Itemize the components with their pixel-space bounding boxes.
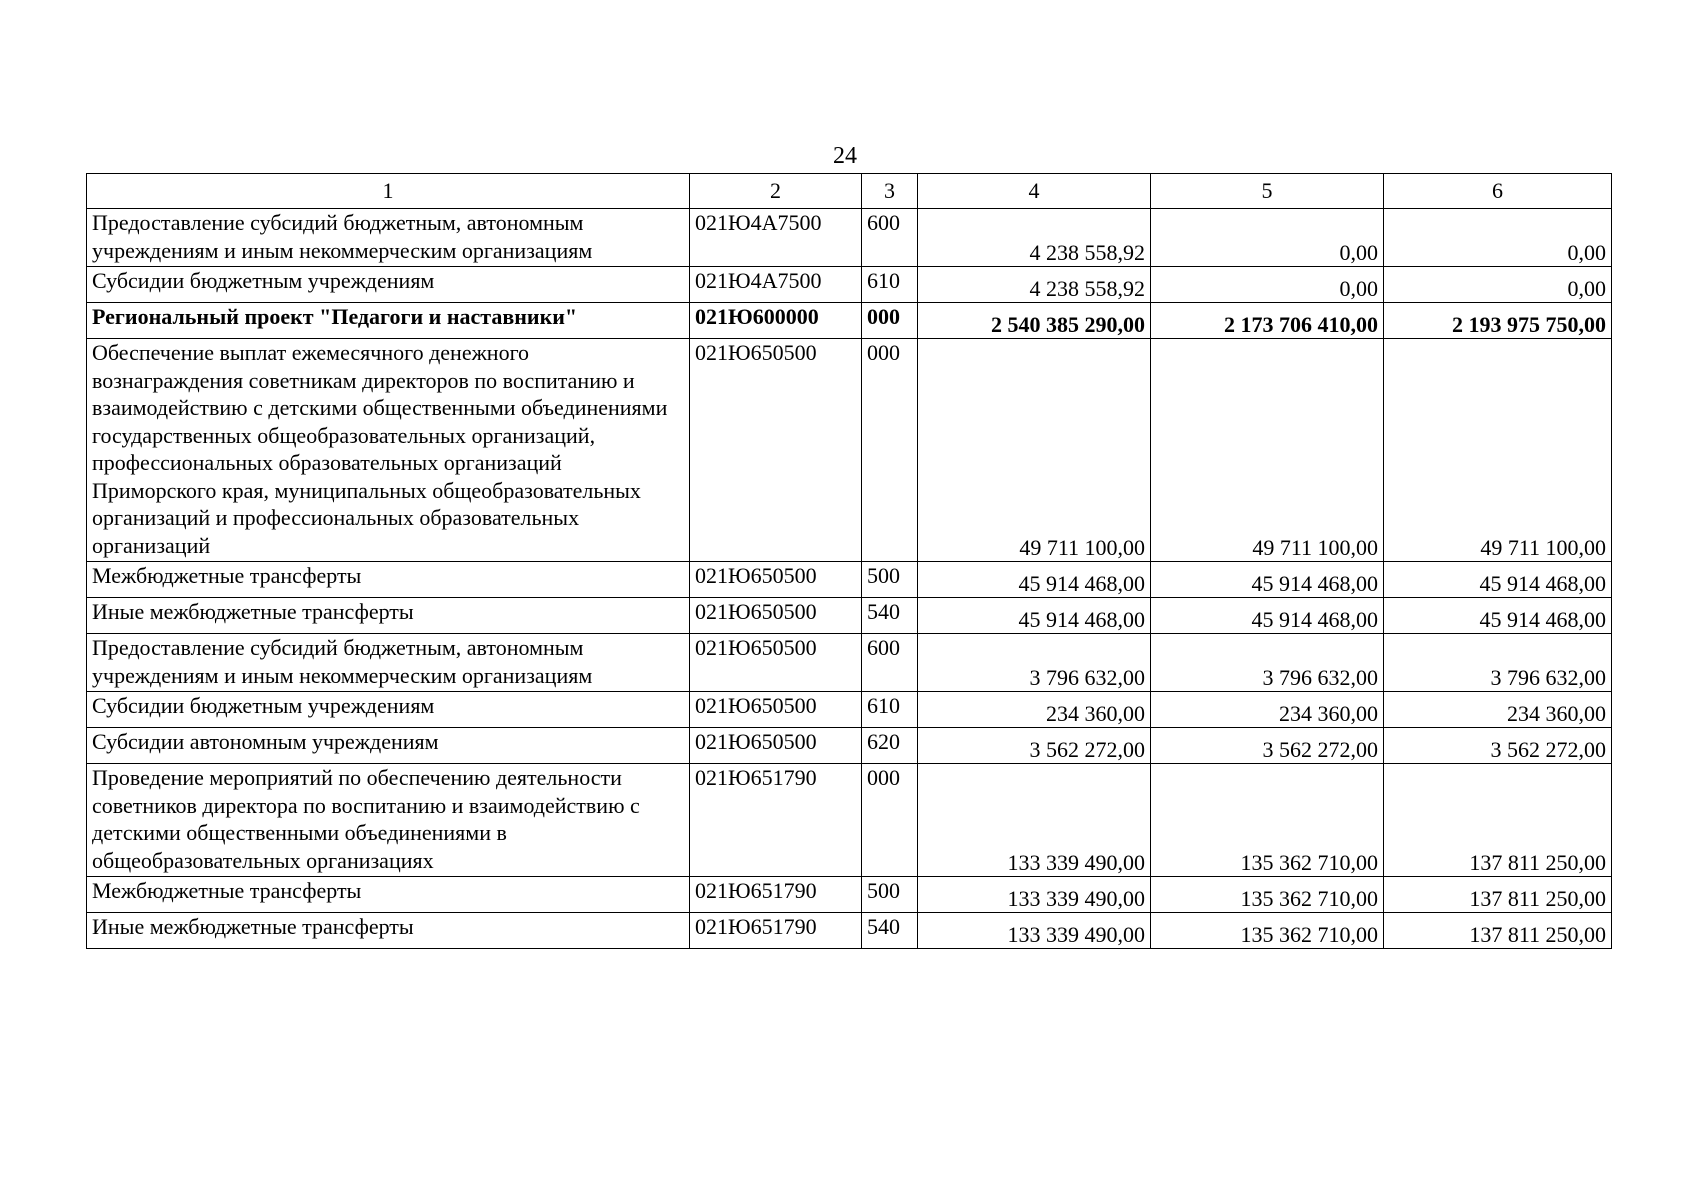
column-header-1: 1 — [87, 174, 690, 209]
row-name: Субсидии автономным учреждениям — [87, 728, 690, 764]
row-type: 000 — [862, 764, 918, 877]
row-amount-col5: 135 362 710,00 — [1151, 877, 1384, 913]
row-name: Субсидии бюджетным учреждениям — [87, 267, 690, 303]
row-amount-col5: 0,00 — [1151, 267, 1384, 303]
row-amount-col6: 0,00 — [1384, 209, 1612, 267]
row-amount-col5: 234 360,00 — [1151, 692, 1384, 728]
row-type: 540 — [862, 598, 918, 634]
row-amount-col5: 45 914 468,00 — [1151, 562, 1384, 598]
row-amount-col6: 3 796 632,00 — [1384, 634, 1612, 692]
row-name: Предоставление субсидий бюджетным, автономным учреждениям и иным некоммерческим организациям — [87, 209, 690, 267]
row-amount-col4: 4 238 558,92 — [918, 267, 1151, 303]
row-type: 000 — [862, 339, 918, 562]
table-row — [87, 339, 1612, 562]
row-amount-col4: 133 339 490,00 — [918, 913, 1151, 949]
row-name: Субсидии бюджетным учреждениям — [87, 692, 690, 728]
row-amount-col5: 135 362 710,00 — [1151, 913, 1384, 949]
row-code: 021Ю4А7500 — [690, 209, 862, 267]
row-code: 021Ю650500 — [690, 598, 862, 634]
row-name: Обеспечение выплат ежемесячного денежного вознаграждения советникам директоров по воспитанию и взаимодействию с детскими общественными объединениями государственных общеобразовательных организаций, профессиональных образовательных организаций Приморского края, муниципальных общеобразовательных организаций и профессиональных образовательных организаций — [87, 339, 690, 562]
page-number: 24 — [833, 143, 857, 169]
column-header-6: 6 — [1384, 174, 1612, 209]
row-name: Иные межбюджетные трансферты — [87, 913, 690, 949]
row-amount-col5: 45 914 468,00 — [1151, 598, 1384, 634]
row-amount-col6: 45 914 468,00 — [1384, 598, 1612, 634]
row-amount-col5: 2 173 706 410,00 — [1151, 303, 1384, 339]
row-code: 021Ю651790 — [690, 913, 862, 949]
row-type: 600 — [862, 209, 918, 267]
table-row — [87, 913, 1612, 949]
column-header-5: 5 — [1151, 174, 1384, 209]
row-type: 600 — [862, 634, 918, 692]
row-name: Региональный проект "Педагоги и наставники" — [87, 303, 690, 339]
row-amount-col5: 3 562 272,00 — [1151, 728, 1384, 764]
row-type: 610 — [862, 267, 918, 303]
row-code: 021Ю651790 — [690, 764, 862, 877]
row-amount-col4: 234 360,00 — [918, 692, 1151, 728]
table-row — [87, 267, 1612, 303]
row-code: 021Ю650500 — [690, 562, 862, 598]
row-type: 620 — [862, 728, 918, 764]
row-amount-col4: 3 562 272,00 — [918, 728, 1151, 764]
row-amount-col4: 49 711 100,00 — [918, 339, 1151, 562]
row-amount-col6: 0,00 — [1384, 267, 1612, 303]
row-name: Проведение мероприятий по обеспечению деятельности советников директора по воспитанию и взаимодействию с детскими общественными объединениями в общеобразовательных организациях — [87, 764, 690, 877]
column-header-3: 3 — [862, 174, 918, 209]
row-name: Межбюджетные трансферты — [87, 562, 690, 598]
row-type: 540 — [862, 913, 918, 949]
table-row — [87, 877, 1612, 913]
table-row — [87, 209, 1612, 267]
row-code: 021Ю650500 — [690, 634, 862, 692]
table-row — [87, 598, 1612, 634]
row-amount-col4: 4 238 558,92 — [918, 209, 1151, 267]
row-amount-col4: 133 339 490,00 — [918, 764, 1151, 877]
column-header-2: 2 — [690, 174, 862, 209]
row-code: 021Ю650500 — [690, 728, 862, 764]
row-type: 500 — [862, 877, 918, 913]
row-type: 000 — [862, 303, 918, 339]
row-type: 610 — [862, 692, 918, 728]
row-name: Межбюджетные трансферты — [87, 877, 690, 913]
row-amount-col6: 49 711 100,00 — [1384, 339, 1612, 562]
table-row — [87, 562, 1612, 598]
row-amount-col6: 45 914 468,00 — [1384, 562, 1612, 598]
row-amount-col6: 137 811 250,00 — [1384, 913, 1612, 949]
row-amount-col6: 137 811 250,00 — [1384, 764, 1612, 877]
row-amount-col6: 2 193 975 750,00 — [1384, 303, 1612, 339]
row-code: 021Ю651790 — [690, 877, 862, 913]
row-amount-col4: 133 339 490,00 — [918, 877, 1151, 913]
row-amount-col4: 2 540 385 290,00 — [918, 303, 1151, 339]
row-name: Предоставление субсидий бюджетным, автономным учреждениям и иным некоммерческим организациям — [87, 634, 690, 692]
row-name: Иные межбюджетные трансферты — [87, 598, 690, 634]
row-amount-col4: 45 914 468,00 — [918, 598, 1151, 634]
row-code: 021Ю650500 — [690, 339, 862, 562]
row-amount-col5: 135 362 710,00 — [1151, 764, 1384, 877]
table-row — [87, 764, 1612, 877]
row-amount-col4: 3 796 632,00 — [918, 634, 1151, 692]
table-row — [87, 728, 1612, 764]
row-amount-col5: 3 796 632,00 — [1151, 634, 1384, 692]
row-amount-col5: 49 711 100,00 — [1151, 339, 1384, 562]
table-header-row — [87, 174, 1612, 209]
row-code: 021Ю4А7500 — [690, 267, 862, 303]
column-header-4: 4 — [918, 174, 1151, 209]
row-amount-col6: 3 562 272,00 — [1384, 728, 1612, 764]
row-amount-col5: 0,00 — [1151, 209, 1384, 267]
row-code: 021Ю650500 — [690, 692, 862, 728]
row-amount-col4: 45 914 468,00 — [918, 562, 1151, 598]
row-type: 500 — [862, 562, 918, 598]
row-amount-col6: 234 360,00 — [1384, 692, 1612, 728]
table-row — [87, 692, 1612, 728]
table-row-regional-project — [87, 303, 1612, 339]
table-row — [87, 634, 1612, 692]
row-amount-col6: 137 811 250,00 — [1384, 877, 1612, 913]
budget-table — [86, 173, 1612, 949]
row-code: 021Ю600000 — [690, 303, 862, 339]
